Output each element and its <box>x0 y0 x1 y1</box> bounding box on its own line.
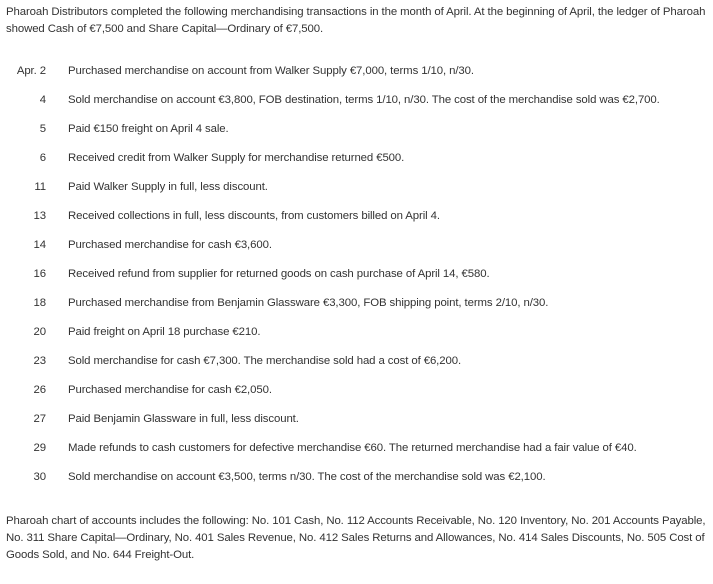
transaction-description: Paid freight on April 18 purchase €210. <box>68 326 261 338</box>
transaction-date: 18 <box>33 297 46 309</box>
transaction-row <box>0 146 713 175</box>
transaction-description: Purchased merchandise on account from Walker Supply €7,000, terms 1/10, n/30. <box>68 65 474 77</box>
transaction-date: 13 <box>33 210 46 222</box>
transaction-row <box>0 349 713 378</box>
transaction-date: 27 <box>33 413 46 425</box>
transaction-description: Sold merchandise on account €3,800, FOB destination, terms 1/10, n/30. The cost of the merchandise sold was €2,700. <box>68 94 660 106</box>
transaction-row <box>0 465 713 494</box>
transaction-row <box>0 59 713 88</box>
transaction-date: 23 <box>33 355 46 367</box>
transaction-date: 11 <box>34 181 46 193</box>
transaction-date: 26 <box>33 384 46 396</box>
transaction-description: Received credit from Walker Supply for merchandise returned €500. <box>68 152 405 164</box>
transaction-description: Paid Walker Supply in full, less discount. <box>68 181 268 193</box>
transaction-description: Received collections in full, less discounts, from customers billed on April 4. <box>68 210 440 222</box>
transaction-date: 30 <box>33 471 46 483</box>
transaction-row <box>0 88 713 117</box>
transaction-description: Purchased merchandise from Benjamin Glassware €3,300, FOB shipping point, terms 2/10, n/30. <box>68 297 549 309</box>
chart-of-accounts: Pharoah chart of accounts includes the following: No. 101 Cash, No. 112 Accounts Receivable, No. 120 Inventory, No. 201 Accounts Payable, No. 311 Share Capital—Ordinary, No. 401 Sales Revenue, No. 412 Sales Returns and Allowances, No. 414 Sales Discounts, No. 505 Cost of Goods Sold, and No. 644 Freight-Out. <box>6 515 706 561</box>
transaction-row <box>0 320 713 349</box>
transaction-row <box>0 436 713 465</box>
transaction-description: Purchased merchandise for cash €3,600. <box>68 239 272 251</box>
transaction-date: 5 <box>39 123 46 135</box>
transaction-row <box>0 407 713 436</box>
transaction-row <box>0 291 713 320</box>
transaction-description: Purchased merchandise for cash €2,050. <box>68 384 272 396</box>
transaction-date: 6 <box>39 152 46 164</box>
transaction-row <box>0 117 713 146</box>
transaction-description: Paid €150 freight on April 4 sale. <box>68 123 229 135</box>
transaction-row <box>0 233 713 262</box>
problem-intro: Pharoah Distributors completed the following merchandising transactions in the month of April. At the beginning of April, the ledger of Pharoah showed Cash of €7,500 and Share Capital—Ordinary of €7,500. <box>6 6 706 35</box>
transaction-row <box>0 204 713 233</box>
transaction-description: Received refund from supplier for returned goods on cash purchase of April 14, €580. <box>68 268 490 280</box>
transaction-description: Sold merchandise on account €3,500, terms n/30. The cost of the merchandise sold was €2,100. <box>68 471 546 483</box>
transaction-list <box>0 59 713 494</box>
transaction-date: 4 <box>39 94 46 106</box>
transaction-row <box>0 378 713 407</box>
transaction-row <box>0 262 713 291</box>
transaction-description: Paid Benjamin Glassware in full, less discount. <box>68 413 299 425</box>
transaction-description: Made refunds to cash customers for defective merchandise €60. The returned merchandise had a fair value of €40. <box>68 442 637 454</box>
transaction-date: 20 <box>33 326 46 338</box>
transaction-date: 29 <box>33 442 46 454</box>
transaction-description: Sold merchandise for cash €7,300. The merchandise sold had a cost of €6,200. <box>68 355 462 367</box>
transaction-row <box>0 175 713 204</box>
transaction-date: Apr. 2 <box>16 65 46 77</box>
transaction-date: 16 <box>33 268 46 280</box>
transaction-date: 14 <box>33 239 46 251</box>
